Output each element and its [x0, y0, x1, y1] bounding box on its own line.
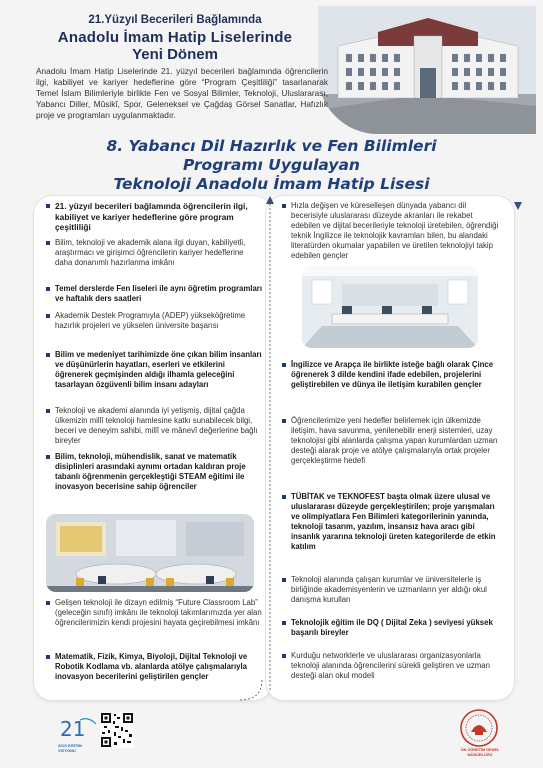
- left-item-6: Teknoloji ve akademi alanında iyi yetişmiş, dijital çağda ülkemizin millî teknoloji hamlesine katkı sunabilecek bilgi, beceri ve deneyim sahibi, millî ve mânevî değerlerine bağlı bireyler: [46, 406, 262, 446]
- right-item-6: Teknolojik eğitim ile DQ ( Dijital Zeka ) seviyesi yüksek başarılı bireyler: [282, 618, 502, 638]
- right-item-5: Teknoloji alanında çalışan kurumlar ve üniversitelerle iş birliğinde akademisyenlerin ve uzmanların yer aldığı okul danışma kurulları: [282, 575, 502, 605]
- meb-label: ÖN ÖĞRETİM GENEL MÜDÜRLÜĞÜ: [460, 748, 500, 757]
- right-arrow-icon: [514, 202, 522, 210]
- left-item-9: Matematik, Fizik, Kimya, Biyoloji, Dijital Teknoloji ve Robotik Kodlama vb. alanlarda atölye çalışmalarıyla inovasyon becerilerini geliştirilen gençler: [46, 652, 262, 682]
- school-title-line1: 8. Yabancı Dil Hazırlık ve Fen Bilimleri: [106, 137, 437, 155]
- left-item-5: Bilim ve medeniyet tarihimizde öne çıkan bilim insanları ve düşünürlerin hayatları, eserleri ve etkilerini öğrenerek geçmişinden aldığı ilhamla geleceğini tasarlayan özgüvenli bilim insanı adayları: [46, 350, 262, 390]
- intro-paragraph: Anadolu İmam Hatip Liselerinde 21. yüzyıl becerileri bağlamında öğrencilerin ilgi, kabiliyet ve kariyer hedeflerine göre “Program Çeşitliliği” tasarlanarak Temel İslam Bilimleriyle birlikte Fen ve Sosyal Bilimler, Teknoloji, Uluslararası, Yabancı Diller, Mûsikî, Spor, Geleneksel ve Çağdaş Görsel Sanatlar, Hafızlık proje ve programları uygulanmaktadır.: [36, 66, 328, 120]
- school-title-line2: Programı Uygulayan: [183, 156, 360, 174]
- vizyon-label: 2023 EĞİTİM VİZYONU: [58, 743, 82, 753]
- right-item-4: TÜBİTAK ve TEKNOFEST başta olmak üzere ulusal ve uluslararası düzeyde gerçekleştirilen; proje yarışmaları ve olimpiyatlara Fen Bilimleri kategorilerinin yanında, teknoloji tasarım, yazılım, insansız hava aracı gibi insanlık yararına teknoloji üreten kategorilerde de etkin katılım: [282, 492, 502, 552]
- header-line2: Anadolu İmam Hatip Liselerinde: [57, 29, 293, 46]
- right-item-7: Kurduğu networklerle ve uluslararası organizasyonlarla teknoloji alanında öğrencilerini sürekli geliştiren ve uzman desteği alan okul modeli: [282, 651, 502, 681]
- left-item-2: Bilim, teknoloji ve akademik alana ilgi duyan, kabiliyetli, araştırmacı ve girişimci öğrencilerin kariyer hedeflerine daha donanımlı hazırlanma imkânı: [46, 238, 262, 268]
- school-title-line3: Teknoloji Anadolu İmam Hatip Lisesi: [113, 175, 430, 193]
- qr-code[interactable]: [100, 712, 134, 748]
- right-item-1: Hızla değişen ve küreselleşen dünyada yabancı dil becerisiyle uluslararası düzeyde akranları ile rekabet edebilen ve dijital becerileriyle teknoloji üretebilen, öğrendiği teknik İngilizce ile teknolojik kavramları bilen, bu alandaki literatürden okumalar yapabilen ve üretilen teknolojiyi takip edebilen gençler: [282, 201, 502, 261]
- right-item-3: Öğrencilerimize yeni hedefler belirlemek için ülkemizde iletişim, hava savunma, yenilenebilir enerji sistemleri, uzay teknolojisi gibi alanlarda çalışma yapan kurumlardan uzman desteği alarak proje ve atölye çalışmalarıyla ortak projeler gerçekleştirme hedefi: [282, 416, 502, 466]
- left-item-4: Akademik Destek Programıyla (ADEP) yükseköğretime hazırlık projeleri ve yükselen üniversite başarısı: [46, 311, 262, 331]
- header-line3: Yeni Dönem: [132, 46, 218, 63]
- left-item-1: 21. yüzyıl becerileri bağlamında öğrencilerin ilgi, kabiliyet ve kariyer hedeflerine göre program çeşitliliği: [46, 201, 262, 233]
- left-item-7: Bilim, teknoloji, mühendislik, sanat ve matematik disiplinleri arasındaki aynımı ortadan kaldıran proje tabanlı öğrenmenin gerçekleştiği STEAM eğitimi ile inovasyon becerisine sahip öğrenciler: [46, 452, 262, 492]
- left-item-3: Temel derslerde Fen liseleri ile aynı öğretim programları ve haftalık ders saatleri: [46, 284, 262, 304]
- vizyon-number: 21: [60, 717, 86, 741]
- left-item-8: Gelişen teknoloji ile dizayn edilmiş “Future Classroom Lab” (geleceğin sınıfı) imkânı ile teknoloji takımlarımızda yer alan öğrencilerimizin kendi projesini hayata geçirebilmesi imkânı: [46, 598, 262, 628]
- header-line1: 21.Yüzyıl Becerileri Bağlamında: [88, 14, 262, 26]
- right-item-2: İngilizce ve Arapça ile birlikte isteğe bağlı olarak Çince öğrenerek 3 dilde kendini ifade edebilen, projelerini geliştirebilen ve dünya ile iletişim kurabilen gençler: [282, 360, 502, 390]
